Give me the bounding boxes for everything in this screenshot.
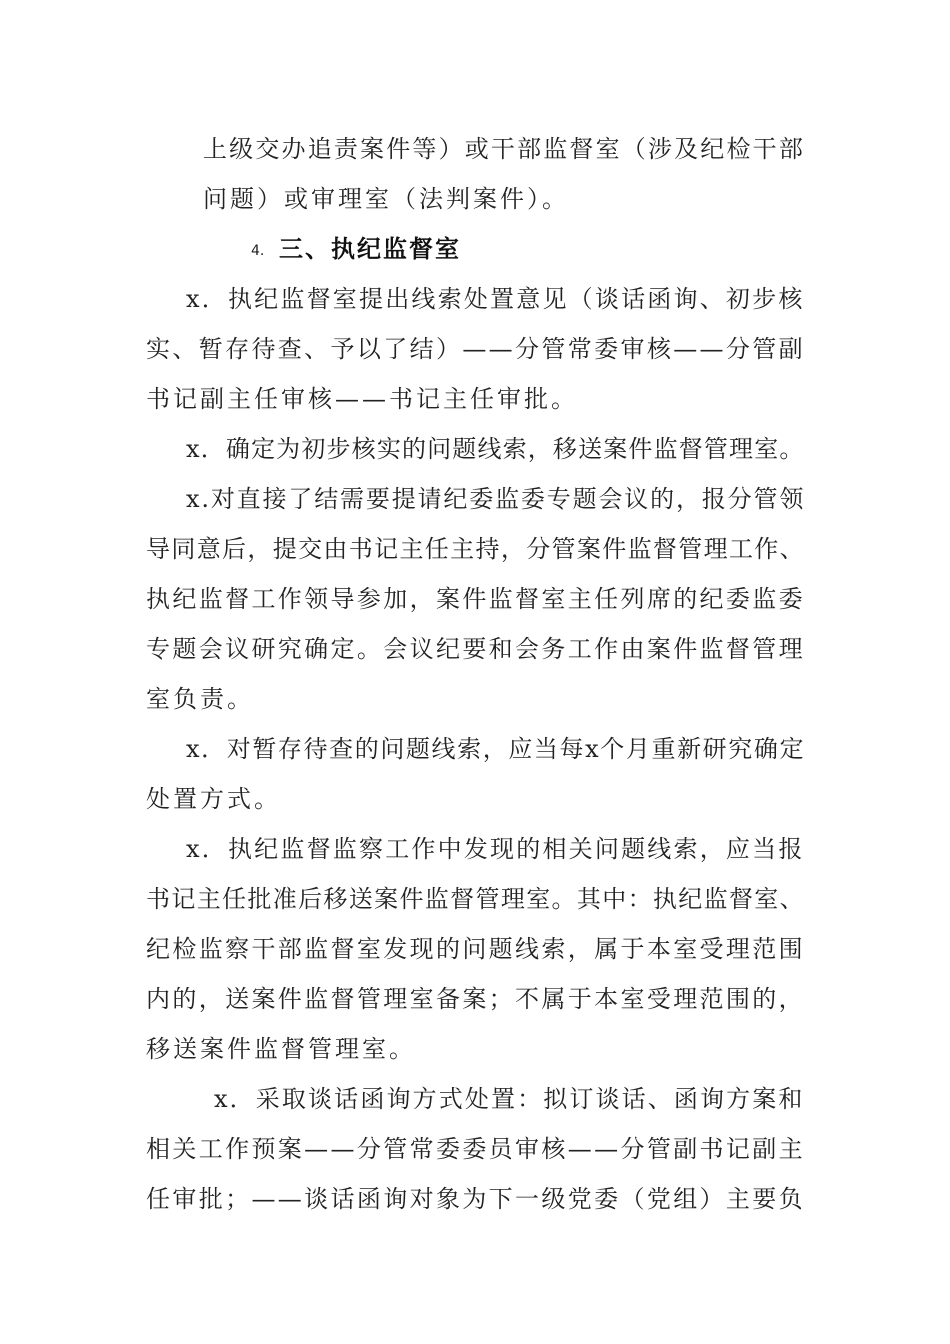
text-line: 上级交办追责案件等）或干部监督室（涉及纪检干部 xyxy=(203,135,805,163)
text-line: 处置方式。 xyxy=(146,785,281,813)
text-line: 任审批；——谈话函询对象为下一级党委（党组）主要负 xyxy=(146,1185,805,1213)
text-line: 相关工作预案——分管常委委员审核——分管副书记副主 xyxy=(146,1135,805,1163)
text-line: 移送案件监督管理室。 xyxy=(146,1035,416,1063)
text-line: 内的，送案件监督管理室备案；不属于本室受理范围的， xyxy=(146,985,805,1013)
text-line: 室负责。 xyxy=(146,685,254,713)
text-line: 执纪监督工作领导参加，案件监督室主任列席的纪委监委 xyxy=(146,585,805,613)
text-line: x.对直接了结需要提请纪委监委专题会议的，报分管领 xyxy=(186,485,806,513)
text-line: x．采取谈话函询方式处置：拟订谈话、函询方案和 xyxy=(214,1085,805,1113)
text-line: 书记副主任审核——书记主任审批。 xyxy=(146,385,578,413)
text-line: 导同意后，提交由书记主任主持，分管案件监督管理工作、 xyxy=(146,535,805,563)
text-line: 书记主任批准后移送案件监督管理室。其中：执纪监督室、 xyxy=(146,885,805,913)
section-heading: 三、执纪监督室 xyxy=(279,235,461,263)
section-number: 4. xyxy=(251,243,265,259)
text-line: x．执纪监督监察工作中发现的相关问题线索，应当报 xyxy=(186,835,805,863)
text-line: 纪检监察干部监督室发现的问题线索，属于本室受理范围 xyxy=(146,935,805,963)
text-line: 实、暂存待查、予以了结）——分管常委审核——分管副 xyxy=(146,335,805,363)
text-line: 问题）或审理室（法判案件）。 xyxy=(203,185,569,213)
text-line: 专题会议研究确定。会议纪要和会务工作由案件监督管理 xyxy=(146,635,805,663)
text-line: x．对暂存待查的问题线索，应当每x个月重新研究确定 xyxy=(186,735,806,763)
text-line: x．执纪监督室提出线索处置意见（谈话函询、初步核 xyxy=(186,285,805,313)
text-line: x．确定为初步核实的问题线索，移送案件监督管理室。 xyxy=(186,435,805,463)
